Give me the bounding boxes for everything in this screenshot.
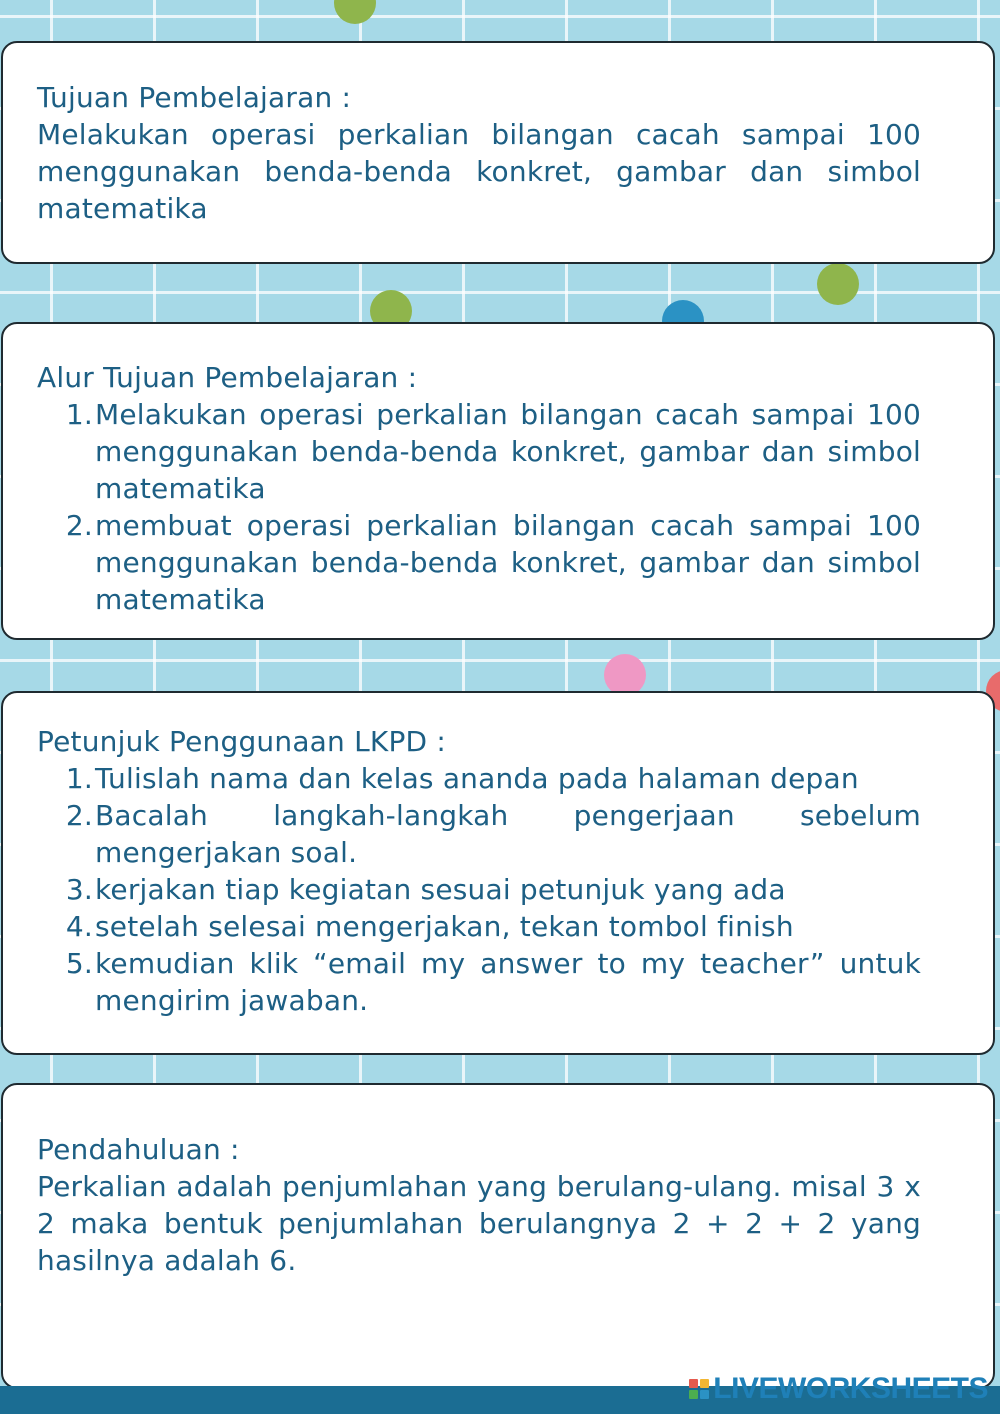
list-item-number: 5. [65, 947, 93, 980]
card-alur-tujuan [1, 322, 995, 640]
list-item-number: 4. [65, 910, 93, 943]
card-petunjuk-penggunaan [1, 691, 995, 1055]
pendahuluan-text: Perkalian adalah penjumlahan yang berulang-ulang. misal 3 x 2 maka bentuk penjumlahan berulangnya 2 + 2 + 2 yang hasilnya adalah 6. [37, 1170, 921, 1277]
petunjuk-title: Petunjuk Penggunaan LKPD : [37, 725, 447, 758]
list-item-text: Bacalah langkah-langkah pengerjaan sebelum mengerjakan soal. [95, 799, 921, 869]
brand-name: LIVEWORKSHEETS [713, 1372, 988, 1405]
tujuan-text: Melakukan operasi perkalian bilangan cacah sampai 100 menggunakan benda-benda konkret, gambar dan simbol matematika [37, 118, 921, 225]
list-item-text: setelah selesai mengerjakan, tekan tombol finish [95, 910, 794, 943]
liveworksheets-brand[interactable] [689, 1372, 988, 1406]
alur-list [37, 396, 921, 618]
list-item-number: 2. [65, 799, 93, 832]
list-item-number: 2. [65, 509, 93, 542]
tujuan-title: Tujuan Pembelajaran : [37, 81, 352, 114]
list-item-number: 1. [65, 398, 93, 431]
liveworksheets-logo-icon [689, 1379, 709, 1399]
list-item [37, 760, 921, 797]
decorative-dot-green-right [817, 263, 859, 305]
card-tujuan-pembelajaran [1, 41, 995, 264]
list-item-text: Melakukan operasi perkalian bilangan cacah sampai 100 menggunakan benda-benda konkret, gambar dan simbol matematika [95, 398, 921, 505]
list-item-text: Tulislah nama dan kelas ananda pada halaman depan [95, 762, 859, 795]
list-item [37, 797, 921, 871]
card-pendahuluan [1, 1083, 995, 1389]
pendahuluan-title: Pendahuluan : [37, 1133, 240, 1166]
list-item [37, 871, 921, 908]
alur-title: Alur Tujuan Pembelajaran : [37, 361, 418, 394]
decorative-dot-pink [604, 654, 646, 696]
decorative-dot-green-top [334, 0, 376, 24]
list-item-number: 3. [65, 873, 93, 906]
list-item [37, 396, 921, 507]
list-item-text: membuat operasi perkalian bilangan cacah sampai 100 menggunakan benda-benda konkret, gambar dan simbol matematika [95, 509, 921, 616]
list-item-number: 1. [65, 762, 93, 795]
list-item-text: kerjakan tiap kegiatan sesuai petunjuk yang ada [95, 873, 786, 906]
list-item [37, 945, 921, 1019]
list-item [37, 507, 921, 618]
petunjuk-list [37, 760, 921, 1019]
list-item [37, 908, 921, 945]
list-item-text: kemudian klik “email my answer to my teacher” untuk mengirim jawaban. [95, 947, 921, 1017]
